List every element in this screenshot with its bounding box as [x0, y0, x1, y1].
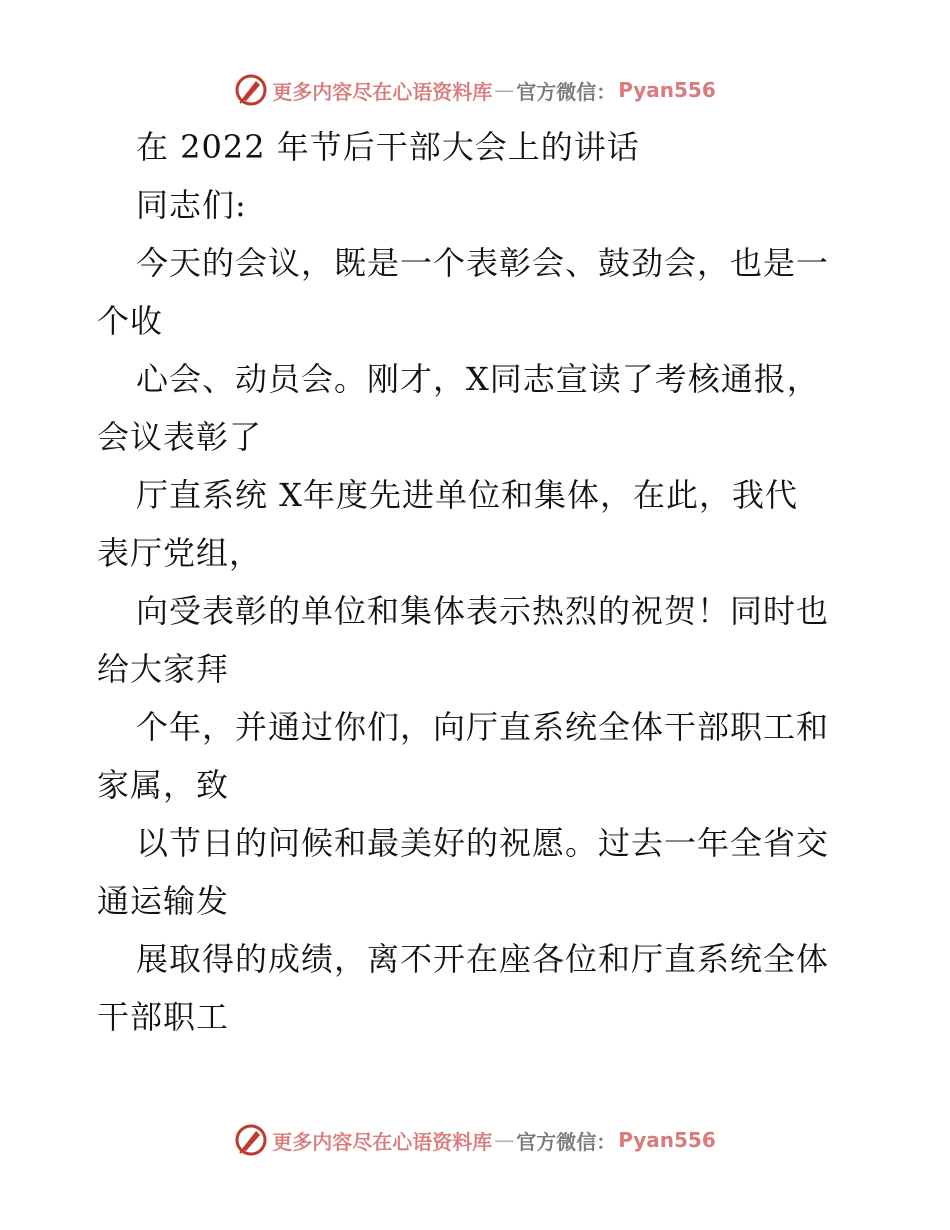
watermark-wechat-id: Pyan556 [618, 1128, 716, 1152]
text-line: 给大家拜 [97, 650, 230, 688]
text-line: 通运输发 [97, 882, 230, 920]
footer-watermark [0, 1120, 950, 1160]
text-line: 个年，并通过你们，向厅直系统全体干部职工和 [136, 708, 830, 746]
text-line: 家属，致 [97, 766, 230, 804]
watermark-dash: — [494, 1128, 515, 1152]
text-line: 干部职工 [97, 998, 230, 1036]
text-line: 以节日的问候和最美好的祝愿。过去一年全省交 [136, 824, 830, 862]
quill-logo-icon [234, 1123, 268, 1157]
header-watermark [0, 70, 950, 110]
watermark-title: 更多内容尽在心语资料库 [272, 1129, 493, 1154]
text-line: 会议表彰了 [97, 418, 263, 456]
text-line: 展取得的成绩，离不开在座各位和厅直系统全体 [136, 940, 830, 978]
text-line: 今天的会议，既是一个表彰会、鼓劲会，也是一 [136, 244, 830, 282]
text-line: 个收 [97, 302, 164, 340]
salutation: 同志们: [136, 186, 247, 224]
document-title: 在 2022 年节后干部大会上的讲话 [136, 128, 640, 166]
text-line: 表厅党组， [97, 534, 263, 572]
quill-logo-icon [234, 73, 268, 107]
watermark-title: 更多内容尽在心语资料库 [272, 79, 493, 104]
watermark-wechat-label: 官方微信： [516, 79, 617, 104]
text-line: 心会、动员会。刚才，X同志宣读了考核通报， [136, 360, 820, 398]
watermark-dash: — [494, 78, 515, 102]
text-line: 厅直系统 X年度先进单位和集体，在此，我代 [136, 476, 798, 514]
watermark-wechat-label: 官方微信： [516, 1129, 617, 1154]
text-line: 向受表彰的单位和集体表示热烈的祝贺！同时也 [136, 592, 830, 630]
watermark-wechat-id: Pyan556 [618, 78, 716, 102]
